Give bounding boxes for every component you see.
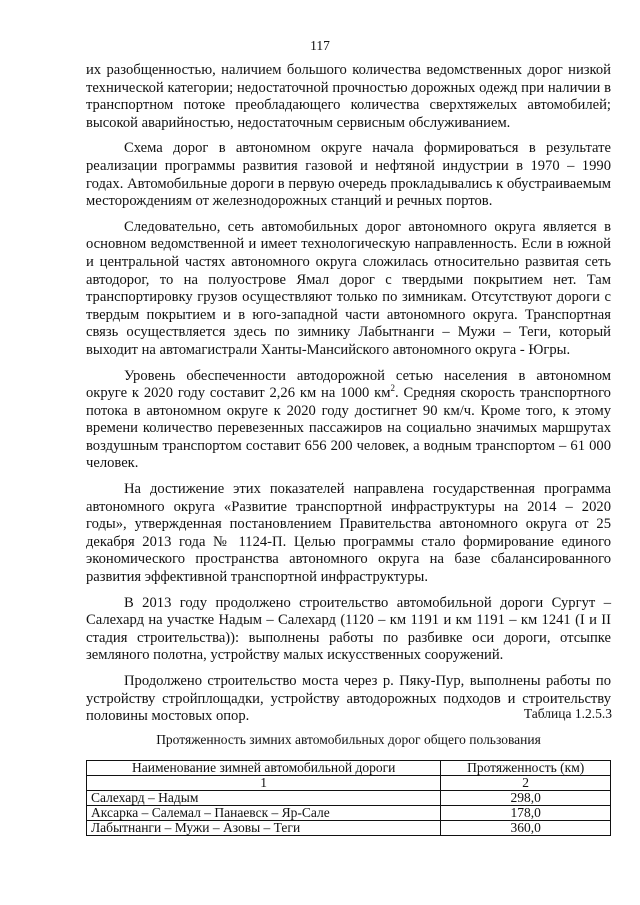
table-header-row bbox=[87, 761, 611, 776]
column-number-1: 1 bbox=[87, 776, 441, 791]
table-row bbox=[87, 806, 611, 821]
header-length: Протяженность (км) bbox=[441, 761, 611, 776]
table-row bbox=[87, 791, 611, 806]
paragraph-road-network: Следовательно, сеть автомобильных дорог автономного округа является в основном ведомственной и имеет технологическую направленность. Если в южной и центральной частях автономного округа сложилась относительно развитая сеть автодорог, то на полуострове Ямал дорог с твердыми покрытием нет. Там транспортировку грузов осуществляют только по зимникам. Отсутствуют дороги с твердым покрытием и в юго-западной части автономного округа. Транспортная связь осуществляется здесь по зимнику Лабытнанги – Мужи – Теги, который выходит на автомагистрали Ханты-Мансийского автономного округа - Югры. bbox=[86, 218, 611, 358]
page-number: 117 bbox=[310, 38, 330, 53]
road-length-cell: 178,0 bbox=[441, 806, 611, 821]
provision-text-start: Уровень обеспеченности автодорожной сетью населения в автономном округе к 2020 году составит 2,26 км на 1000 км bbox=[86, 367, 611, 402]
winter-roads-table bbox=[86, 760, 611, 836]
provision-text-end: . Средняя скорость транспортного потока в автономном округе к 2020 году достигнет 90 км/ч. Кроме того, к этому времени количество перевезенных пассажиров на социально значимых маршрутах воздушным транспортом составит 656 200 человек, а водным транспортом – 61 000 человек. bbox=[86, 385, 611, 472]
table-column-number-row bbox=[87, 776, 611, 791]
table-label: Таблица 1.2.5.3 bbox=[523, 706, 612, 721]
road-length-cell: 298,0 bbox=[441, 791, 611, 806]
paragraph-bridge-construction: Продолжено строительство моста через р. Пяку-Пур, выполнены работы по устройству стройплощадки, устройству автодорожных подходов и строительству половины мостовых опор. bbox=[86, 673, 611, 725]
paragraph-provision-level bbox=[86, 368, 611, 474]
paragraph-road-scheme: Схема дорог в автономном округе начала формироваться в результате реализации программы развития газовой и нефтяной индустрии в 1970 – 1990 годах. Автомобильные дороги в первую очередь прокладывались к обустраиваемым месторождениям от железнодорожных станций и речных портов. bbox=[86, 140, 611, 210]
body-text bbox=[86, 62, 611, 726]
header-road-name: Наименование зимней автомобильной дороги bbox=[87, 761, 441, 776]
road-name-cell: Аксарка – Салемал – Панаевск – Яр-Сале bbox=[87, 806, 441, 821]
column-number-2: 2 bbox=[441, 776, 611, 791]
road-name-cell: Лабытнанги – Мужи – Азовы – Теги bbox=[87, 821, 441, 836]
table-caption: Протяженность зимних автомобильных дорог общего пользования bbox=[156, 732, 541, 747]
paragraph-state-program: На достижение этих показателей направлена государственная программа автономного округа «Развитие транспортной инфраструктуры на 2014 – 2020 годы», утвержденная постановлением Правительства автономного округа от 25 декабря 2013 года № 1124-П. Целью программы стало формирование единого экономического пространства автономного округа на базе сбалансированного развития эффективной транспортной инфраструктуры. bbox=[86, 481, 611, 586]
road-name-cell: Салехард – Надым bbox=[87, 791, 441, 806]
road-length-cell: 360,0 bbox=[441, 821, 611, 836]
table-row bbox=[87, 821, 611, 836]
paragraph-continuation: их разобщенностью, наличием большого количества ведомственных дорог низкой технической категории; недостаточной прочностью дорожных одежд при наличии в транспортном потоке преобладающего количества сверхтяжелых автомобилей; высокой аварийностью, недостаточным сервисным обслуживанием. bbox=[86, 62, 611, 131]
superscript-square: 2 bbox=[390, 383, 396, 394]
paragraph-road-construction: В 2013 году продолжено строительство автомобильной дороги Сургут – Салехард на участке Надым – Салехард (1120 – км 1191 и км 1191 – км 1241 (I и II стадия строительства)): выполнены работы по разбивке оси дороги, отсыпке земляного полотна, устройству малых искусственных сооружений. bbox=[86, 594, 611, 664]
